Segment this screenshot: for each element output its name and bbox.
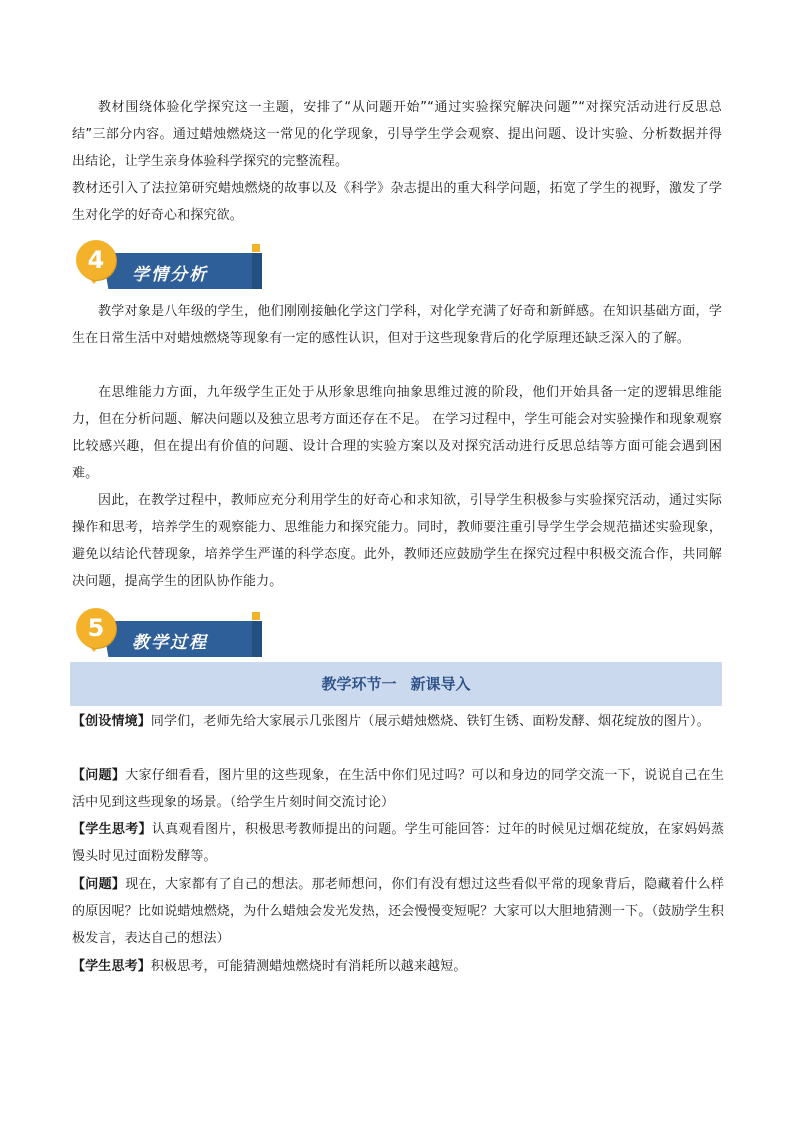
section-number-badge: 5 [76, 608, 116, 648]
section-title: 教学过程 [132, 633, 208, 653]
entry-student-thinking-1 [72, 816, 724, 870]
section-heading-4 [76, 240, 266, 290]
entry-scenario [72, 708, 724, 735]
decor-square [252, 612, 260, 620]
entry-question-1 [72, 762, 724, 816]
entry-text: 现在，大家都有了自己的想法。那老师想问，你们有没有想过这些看似平常的现象背后，隐藏着什么样的原因呢？比如说蜡烛燃烧，为什么蜡烛会发光发热，还会慢慢变短呢？大家可以大胆地猜测一下。（鼓励学生积极发言，表达自己的想法） [72, 877, 724, 946]
decor-square [252, 244, 260, 252]
entry-tag: 【学生思考】 [72, 959, 151, 974]
analysis-paragraph-2: 在思维能力方面，九年级学生正处于从形象思维向抽象思维过渡的阶段，他们开始具备一定的逻辑思维能力，但在分析问题、解决问题以及独立思考方面还存在不足。 在学习过程中，学生可能会对实验操作和现象观察比较感兴趣，但在提出有价值的问题、设计合理的实验方案以及对探究活动进行反思总结等方面可能会遇到困难。 [72, 385, 722, 481]
entry-tag: 【问题】 [72, 768, 126, 783]
section-number-badge: 4 [76, 240, 116, 280]
section-heading-5 [76, 608, 266, 658]
entry-student-thinking-2 [72, 953, 724, 980]
entry-text: 积极思考，可能猜测蜡烛燃烧时有消耗所以越来越短。 [150, 959, 467, 974]
step-label: 教学环节一 [321, 675, 397, 693]
analysis-paragraph-3: 因此，在教学过程中，教师应充分利用学生的好奇心和求知欲，引导学生积极参与实验探究活动，通过实际操作和思考，培养学生的观察能力、思维能力和探究能力。同时，教师要注重引导学生学会规范描述实验现象，避免以结论代替现象，培养学生严谨的科学态度。此外，教师还应鼓励学生在探究过程中积极交流合作，共同解决问题，提高学生的团队协作能力。 [72, 493, 722, 589]
intro-paragraph-1: 教材围绕体验化学探究这一主题，安排了“从问题开始”“通过实验探究解决问题”“对探究活动进行反思总结”三部分内容。通过蜡烛燃烧这一常见的化学现象，引导学生学会观察、提出问题、设计实验、分析数据并得出结论，让学生亲身体验科学探究的完整流程。 [72, 100, 722, 169]
entry-question-2 [72, 871, 724, 952]
intro-paragraph-2: 教材还引入了法拉第研究蜡烛燃烧的故事以及《科学》杂志提出的重大科学问题，拓宽了学生的视野，激发了学生对化学的好奇心和探究欲。 [72, 181, 722, 223]
entry-tag: 【创设情境】 [72, 714, 151, 729]
section-title: 学情分析 [132, 265, 208, 285]
analysis-paragraph-1: 教学对象是八年级的学生，他们刚刚接触化学这门学科，对化学充满了好奇和新鲜感。在知识基础方面，学生在日常生活中对蜡烛燃烧等现象有一定的感性认识，但对于这些现象背后的化学原理还缺乏深入的了解。 [72, 304, 722, 346]
entry-tag: 【问题】 [72, 877, 126, 892]
teaching-step-bar [70, 662, 722, 706]
entry-text: 同学们，老师先给大家展示几张图片（展示蜡烛燃烧、铁钉生锈、面粉发酵、烟花绽放的图片）。 [150, 714, 710, 729]
step-title: 新课导入 [410, 675, 471, 693]
entry-text: 认真观看图片，积极思考教师提出的问题。学生可能回答：过年的时候见过烟花绽放，在家妈妈蒸馒头时见过面粉发酵等。 [72, 822, 724, 864]
entry-tag: 【学生思考】 [72, 822, 152, 837]
entry-text: 大家仔细看看，图片里的这些现象，在生活中你们见过吗？可以和身边的同学交流一下，说说自己在生活中见到这些现象的场景。（给学生片刻时间交流讨论） [72, 768, 724, 810]
